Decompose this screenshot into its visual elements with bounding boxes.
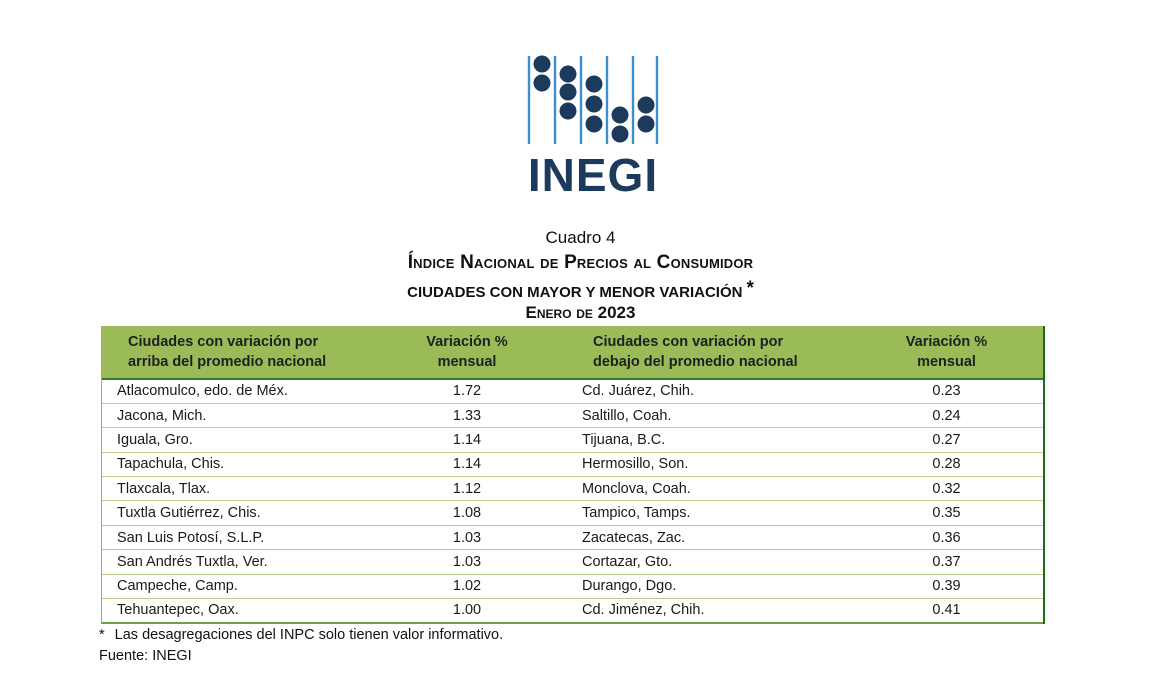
table-row <box>102 599 1043 623</box>
below-city: Zacatecas, Zac. <box>567 525 850 549</box>
above-city: Tapachula, Chis. <box>102 452 367 476</box>
below-variation: 0.27 <box>850 428 1043 452</box>
header-line: mensual <box>917 354 976 370</box>
above-variation: 1.14 <box>367 452 567 476</box>
above-city: Campeche, Camp. <box>102 574 367 598</box>
table-row <box>102 574 1043 598</box>
inegi-logo <box>526 54 660 194</box>
source-note: Fuente: INEGI <box>99 648 192 664</box>
table-row <box>102 379 1043 403</box>
below-city: Cortazar, Gto. <box>567 550 850 574</box>
footnote-marker: * <box>99 627 105 643</box>
table-row <box>102 525 1043 549</box>
table-row <box>102 550 1043 574</box>
inegi-logo-icon <box>526 54 660 194</box>
above-city: San Luis Potosí, S.L.P. <box>102 525 367 549</box>
footnote <box>99 627 503 643</box>
above-city: San Andrés Tuxtla, Ver. <box>102 550 367 574</box>
table-row <box>102 452 1043 476</box>
above-variation: 1.14 <box>367 428 567 452</box>
header-line: debajo del promedio nacional <box>593 354 798 370</box>
above-variation: 1.03 <box>367 550 567 574</box>
above-city: Tlaxcala, Tlax. <box>102 477 367 501</box>
above-city: Atlacomulco, edo. de Méx. <box>102 379 367 403</box>
header-line: Variación % <box>905 334 988 350</box>
above-variation: 1.02 <box>367 574 567 598</box>
below-variation: 0.36 <box>850 525 1043 549</box>
above-variation: 1.00 <box>367 599 567 623</box>
above-variation: 1.33 <box>367 403 567 427</box>
variation-table <box>101 326 1045 624</box>
header-line: Variación % <box>426 334 508 350</box>
below-city: Monclova, Coah. <box>567 477 850 501</box>
page-title: Índice Nacional de Precios al Consumidor <box>407 252 754 273</box>
below-city: Cd. Jiménez, Chih. <box>567 599 850 623</box>
period-label: Enero de 2023 <box>525 303 636 322</box>
above-variation: 1.03 <box>367 525 567 549</box>
below-city: Saltillo, Coah. <box>567 403 850 427</box>
below-variation: 0.24 <box>850 403 1043 427</box>
header-line: Ciudades con variación por <box>593 334 784 350</box>
below-variation: 0.23 <box>850 379 1043 403</box>
above-city: Tehuantepec, Oax. <box>102 599 367 623</box>
above-city: Jacona, Mich. <box>102 403 367 427</box>
below-variation: 0.37 <box>850 550 1043 574</box>
table-row <box>102 403 1043 427</box>
below-variation: 0.32 <box>850 477 1043 501</box>
table-header-row <box>102 326 1043 379</box>
below-city: Hermosillo, Son. <box>567 452 850 476</box>
footnote-marker: * <box>746 278 754 299</box>
above-variation: 1.72 <box>367 379 567 403</box>
below-city: Tijuana, B.C. <box>567 428 850 452</box>
header-below-variation <box>850 326 1043 379</box>
below-variation: 0.39 <box>850 574 1043 598</box>
above-variation: 1.12 <box>367 477 567 501</box>
header-line: Ciudades con variación por <box>128 334 319 350</box>
header-line: mensual <box>437 354 497 370</box>
below-city: Tampico, Tamps. <box>567 501 850 525</box>
header-above-city <box>102 326 367 379</box>
below-variation: 0.28 <box>850 452 1043 476</box>
table-row <box>102 501 1043 525</box>
header-line: arriba del promedio nacional <box>128 354 327 370</box>
header-above-variation <box>367 326 567 379</box>
table-number: Cuadro 4 <box>545 228 616 247</box>
below-city: Durango, Dgo. <box>567 574 850 598</box>
above-city: Tuxtla Gutiérrez, Chis. <box>102 501 367 525</box>
svg-text:INEGI: INEGI <box>527 149 659 194</box>
header-below-city <box>567 326 850 379</box>
above-variation: 1.08 <box>367 501 567 525</box>
below-city: Cd. Juárez, Chih. <box>567 379 850 403</box>
below-variation: 0.41 <box>850 599 1043 623</box>
table-row <box>102 428 1043 452</box>
table-row <box>102 477 1043 501</box>
above-city: Iguala, Gro. <box>102 428 367 452</box>
footnote-text: Las desagregaciones del INPC solo tienen valor informativo. <box>114 627 504 643</box>
subtitle-text: CIUDADES CON MAYOR Y MENOR VARIACIÓN <box>407 284 743 301</box>
page-subtitle <box>0 278 1161 303</box>
below-variation: 0.35 <box>850 501 1043 525</box>
